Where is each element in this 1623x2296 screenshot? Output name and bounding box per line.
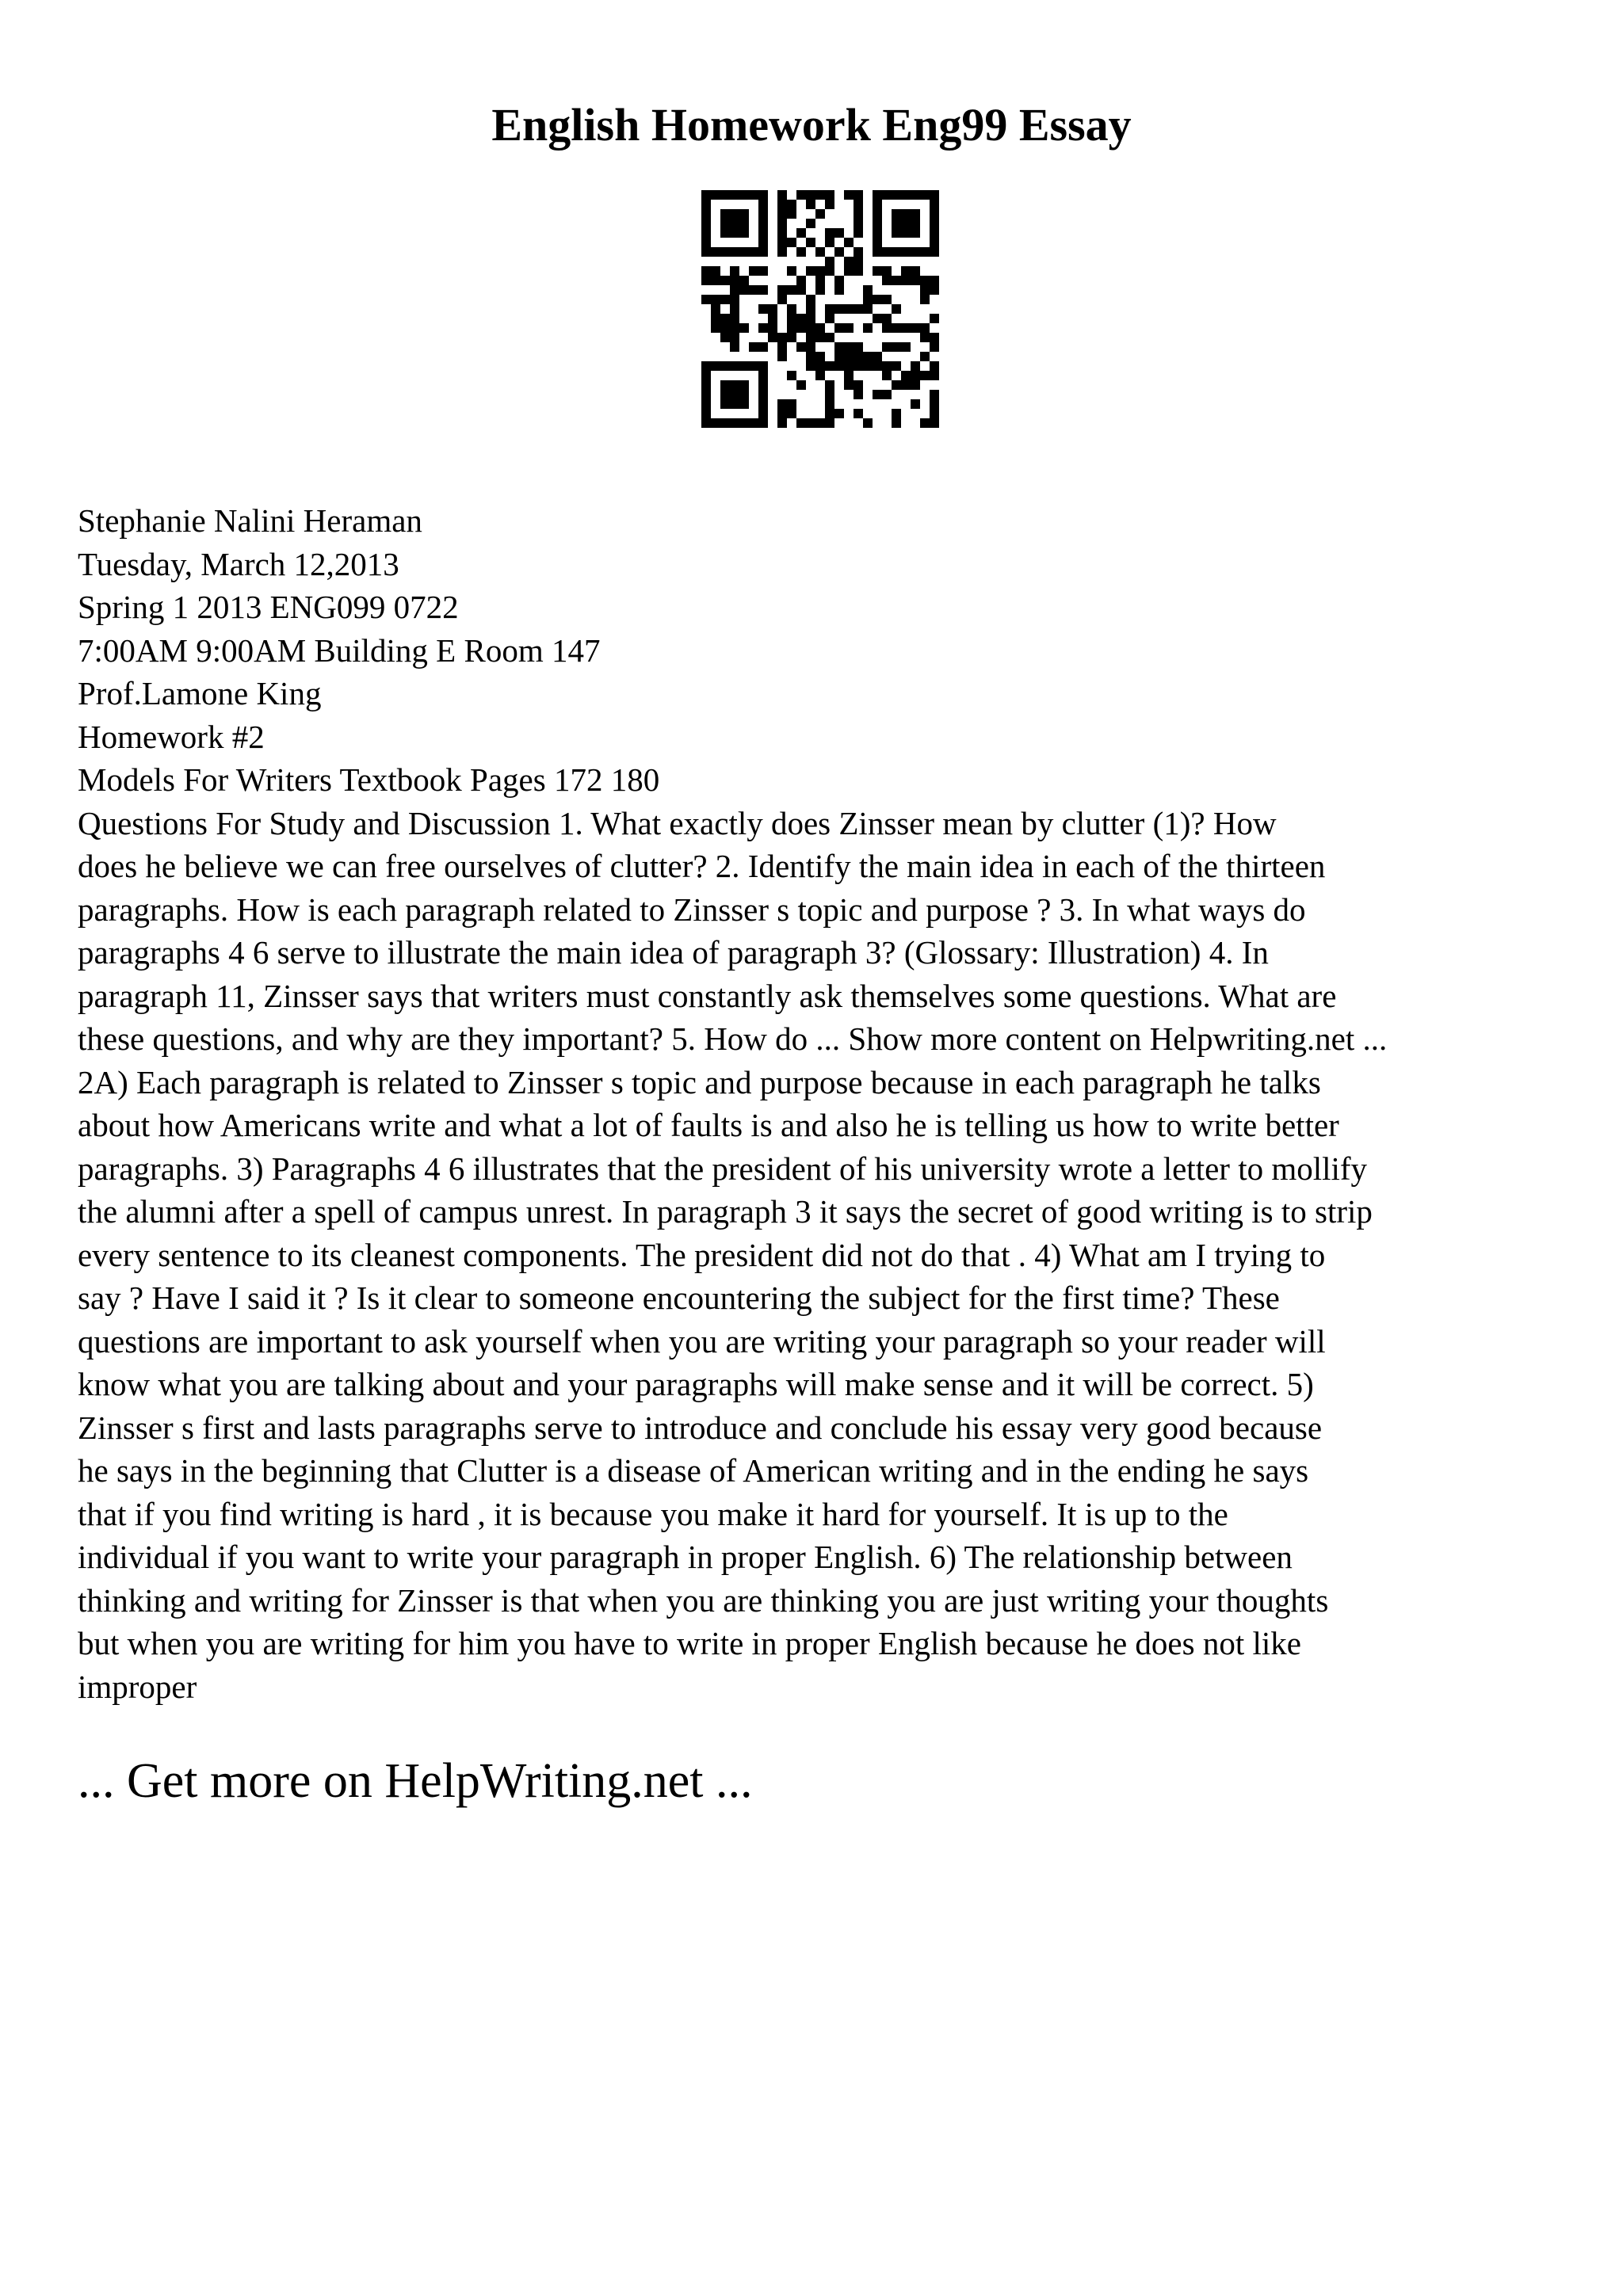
body-line: Zinsser s first and lasts paragraphs serve to introduce and conclude his essay very good because — [78, 1409, 1323, 1446]
body-line: improper — [78, 1668, 197, 1705]
body-line: questions are important to ask yourself when you are writing your paragraph so your reader will — [78, 1322, 1326, 1360]
body-line: but when you are writing for him you have to write in proper English because he does not like — [78, 1625, 1301, 1661]
qr-code-icon — [701, 190, 939, 428]
author-name: Stephanie Nalini Heraman — [78, 502, 422, 539]
body-line: paragraphs. 3) Paragraphs 4 6 illustrates that the president of his university wrote a letter to mollify — [78, 1150, 1368, 1187]
body-line: does he believe we can free ourselves of clutter? 2. Identify the main idea in each of the thirteen — [78, 848, 1326, 884]
document-title: English Homework Eng99 Essay — [491, 99, 1132, 151]
body-line: say ? Have I said it ? Is it clear to someone encountering the subject for the first time? These — [78, 1280, 1280, 1316]
course-line: Spring 1 2013 ENG099 0722 — [78, 589, 459, 625]
get-more-link[interactable]: ... Get more on HelpWriting.net ... — [78, 1754, 753, 1808]
body-line: paragraphs 4 6 serve to illustrate the main idea of paragraph 3? (Glossary: Illustration) 4. In — [78, 934, 1269, 971]
body-line: that if you find writing is hard , it is because you make it hard for yourself. It is up to the — [78, 1495, 1228, 1532]
professor-line: Prof.Lamone King — [78, 675, 322, 711]
body-line: about how Americans write and what a lot of faults is and also he is telling us how to write better — [78, 1107, 1339, 1143]
document-body — [78, 499, 1556, 1708]
body-line: he says in the beginning that Clutter is a disease of American writing and in the ending he says — [78, 1452, 1309, 1489]
date-line: Tuesday, March 12,2013 — [78, 545, 399, 582]
schedule-line: 7:00AM 9:00AM Building E Room 147 — [78, 631, 601, 669]
body-line: the alumni after a spell of campus unrest. In paragraph 3 it says the secret of good writing is to strip — [78, 1193, 1373, 1230]
body-line: know what you are talking about and your paragraphs will make sense and it will be correct. 5) — [78, 1366, 1314, 1402]
textbook-line: Models For Writers Textbook Pages 172 180 — [78, 761, 660, 798]
body-line: these questions, and why are they important? 5. How do ... Show more content on Helpwriting.net ... — [78, 1020, 1388, 1057]
homework-line: Homework #2 — [78, 718, 265, 755]
body-line: 2A) Each paragraph is related to Zinsser s topic and purpose because in each paragraph he talks — [78, 1063, 1321, 1100]
body-line: every sentence to its cleanest components. The president did not do that . 4) What am I trying to — [78, 1236, 1326, 1273]
body-line: Questions For Study and Discussion 1. What exactly does Zinsser mean by clutter (1)? How — [78, 804, 1277, 841]
body-line: thinking and writing for Zinsser is that when you are thinking you are just writing your thoughts — [78, 1581, 1329, 1619]
body-line: paragraphs. How is each paragraph related to Zinsser s topic and purpose ? 3. In what ways do — [78, 891, 1306, 928]
body-line: individual if you want to write your paragraph in proper English. 6) The relationship between — [78, 1539, 1293, 1575]
body-line: paragraph 11, Zinsser says that writers must constantly ask themselves some questions. What are — [78, 977, 1337, 1014]
